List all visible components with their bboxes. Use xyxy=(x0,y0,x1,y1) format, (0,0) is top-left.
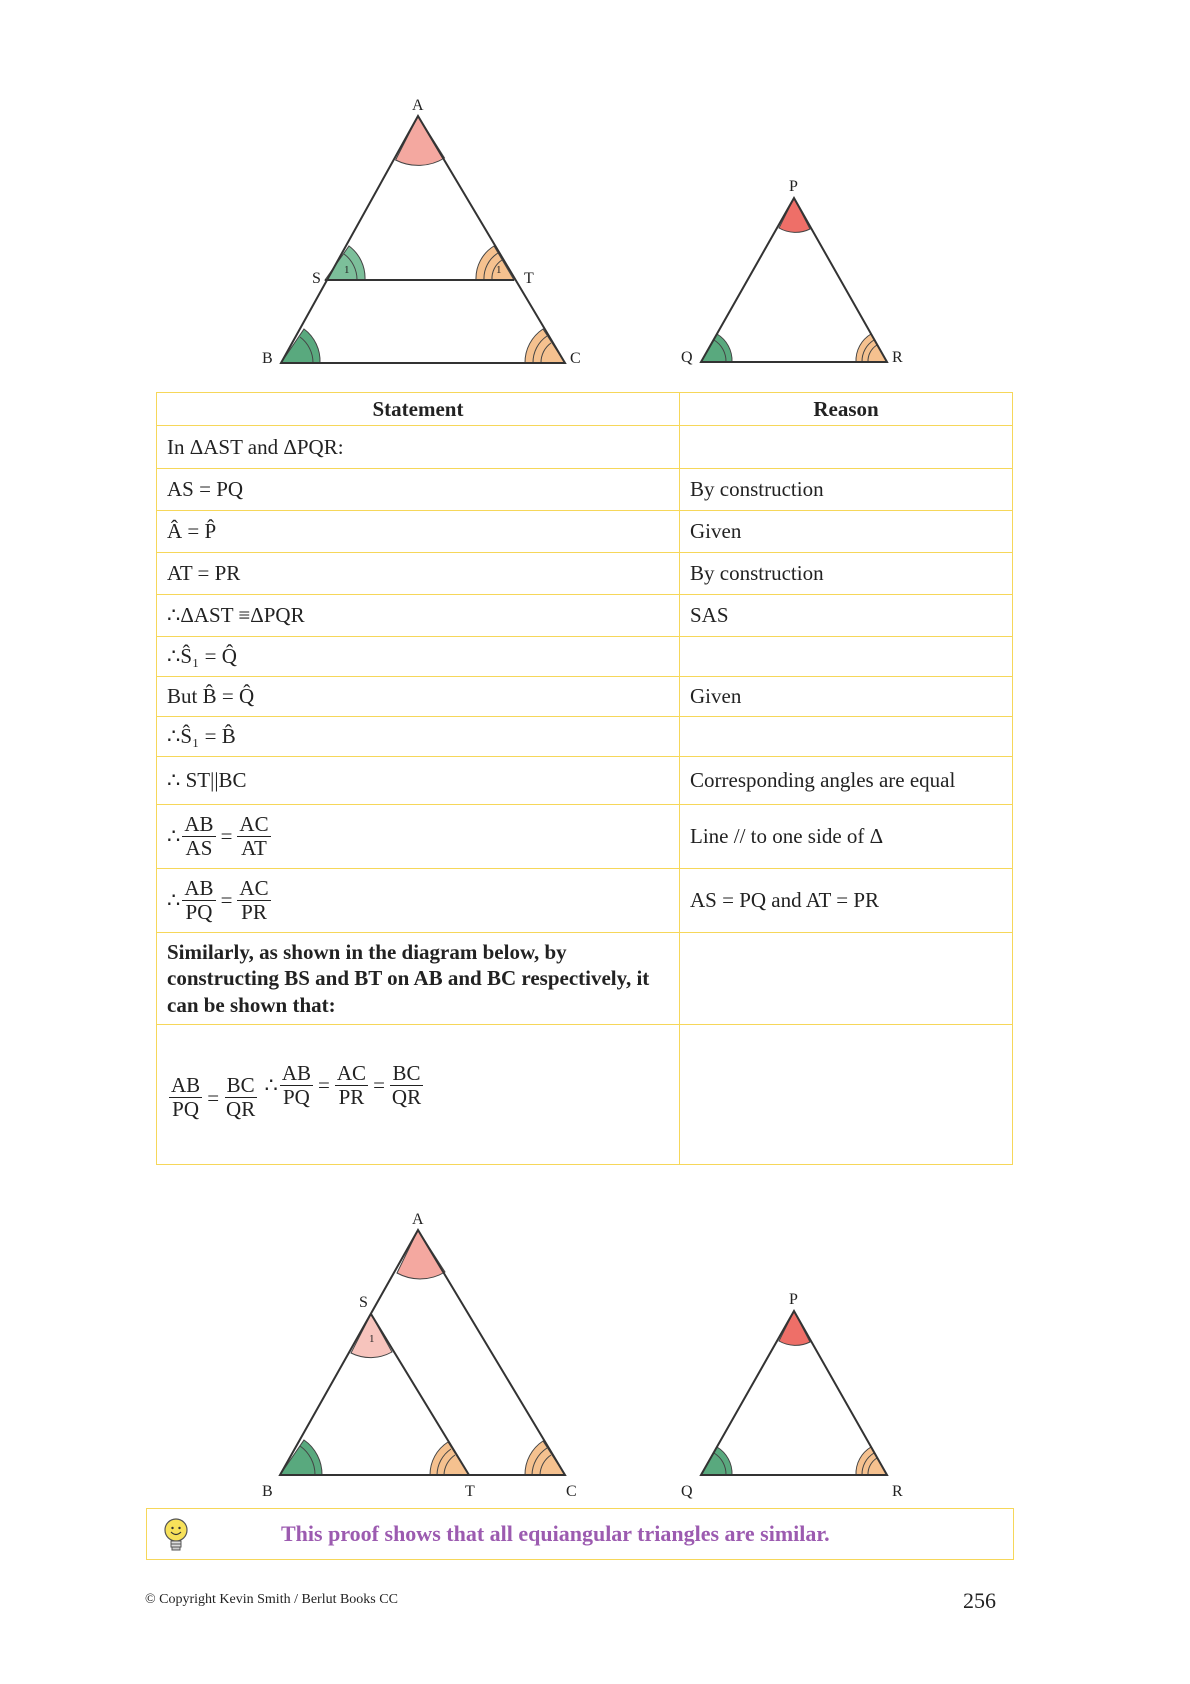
statement-cell: AS = PQ xyxy=(157,469,680,511)
denominator: PQ xyxy=(283,1084,310,1109)
reason-cell: Corresponding angles are equal xyxy=(680,757,1013,805)
fraction xyxy=(390,1062,423,1109)
table-row xyxy=(157,637,1013,677)
reason-cell xyxy=(680,426,1013,469)
numerator: BC xyxy=(226,1073,255,1098)
numerator: AC xyxy=(336,1060,367,1085)
triangle-abc-bottom xyxy=(262,1211,577,1500)
reason-cell: Line // to one side of Δ xyxy=(680,805,1013,869)
therefore-symbol: ∴ xyxy=(167,724,181,749)
figure-bottom xyxy=(0,1200,1190,1500)
vertex-r-label: R xyxy=(892,349,903,366)
tip-box xyxy=(146,1508,1014,1560)
statement-cell: But B̂ = Q̂ xyxy=(157,677,680,717)
lightbulb-icon xyxy=(161,1517,191,1555)
page-number: 256 xyxy=(963,1588,996,1613)
vertex-c-label: C xyxy=(570,350,581,367)
reason-cell: AS = PQ and AT = PR xyxy=(680,869,1013,933)
reason-cell: Given xyxy=(680,677,1013,717)
fraction xyxy=(182,877,215,924)
table-row xyxy=(157,595,1013,637)
table-row xyxy=(157,677,1013,717)
reason-cell: Given xyxy=(680,511,1013,553)
point-s-label: S xyxy=(312,270,321,287)
vertex-p-label: P xyxy=(789,178,798,195)
fraction xyxy=(224,1074,257,1121)
statement-text: Ŝ₁ = Q̂ xyxy=(180,644,237,669)
therefore-symbol: ∴ xyxy=(167,644,181,669)
reason-cell: By construction xyxy=(680,553,1013,595)
fraction xyxy=(182,813,215,860)
numerator: AB xyxy=(171,1073,201,1098)
tip-text: This proof shows that all equiangular triangles are similar. xyxy=(281,1521,830,1546)
statement-cell: ∴ $\frac{AB}{PQ}$ = $\frac{AC}{PR}$ xyxy=(157,869,680,933)
statement-cell: $\frac{AB}{PQ}$ = $\frac{BC}{QR}$ ∴ $\frac{AB}{PQ}$ = $\frac{AC}{PR}$ = $\frac{BC}{QR}$ xyxy=(157,1025,680,1165)
statement-cell xyxy=(157,637,680,677)
table-row xyxy=(157,426,1013,469)
vertex-q-label: Q xyxy=(681,349,693,366)
vertex-b-label: B xyxy=(262,1483,273,1500)
statement-cell: Similarly, as shown in the diagram below, by constructing BS and BT on AB and BC respectively, it can be shown that: xyxy=(157,933,680,1025)
reason-header: Reason xyxy=(680,393,1013,426)
denominator: QR xyxy=(226,1097,256,1122)
reason-cell xyxy=(680,637,1013,677)
numerator: AB xyxy=(184,811,214,836)
statement-cell: AT = PR xyxy=(157,553,680,595)
denominator: AS xyxy=(185,836,213,860)
point-t-label: T xyxy=(524,270,534,287)
table-row xyxy=(157,933,1013,1025)
fraction xyxy=(237,813,270,860)
statement-cell: ∴ $\frac{AB}{AS}$ = $\frac{AC}{AT}$ xyxy=(157,805,680,869)
fraction xyxy=(335,1062,368,1109)
proof-table xyxy=(156,392,1013,1165)
fraction xyxy=(280,1062,313,1109)
statement-cell: ∴ΔAST ≡ΔPQR xyxy=(157,595,680,637)
fraction xyxy=(237,877,270,924)
numerator: AC xyxy=(239,875,269,900)
table-row xyxy=(157,757,1013,805)
numerator: BC xyxy=(392,1060,421,1085)
angle-t1-label: 1 xyxy=(496,264,502,276)
vertex-p-label: P xyxy=(789,1291,798,1308)
statement-text: Ŝ₁ = B̂ xyxy=(180,724,236,749)
reason-cell xyxy=(680,933,1013,1025)
angle-s1-label: 1 xyxy=(344,264,350,276)
reason-cell: By construction xyxy=(680,469,1013,511)
triangle-abc-top xyxy=(262,97,581,367)
denominator: PR xyxy=(241,900,267,924)
therefore-symbol: ∴ xyxy=(264,1073,278,1098)
fraction xyxy=(169,1074,202,1121)
table-row xyxy=(157,805,1013,869)
denominator: PQ xyxy=(185,900,213,924)
point-s-label: S xyxy=(359,1294,368,1311)
angle-s1-label: 1 xyxy=(369,1333,375,1345)
table-row xyxy=(157,1025,1013,1165)
table-row xyxy=(157,869,1013,933)
denominator: AT xyxy=(241,836,267,860)
table-row xyxy=(157,469,1013,511)
numerator: AB xyxy=(281,1060,312,1085)
statement-cell: In ΔAST and ΔPQR: xyxy=(157,426,680,469)
statement-header: Statement xyxy=(157,393,680,426)
denominator: QR xyxy=(391,1084,422,1109)
therefore-symbol: ∴ xyxy=(167,888,181,913)
statement-cell: ∴ ST||BC xyxy=(157,757,680,805)
table-row xyxy=(157,511,1013,553)
vertex-q-label: Q xyxy=(681,1483,693,1500)
figure-top xyxy=(0,0,1190,380)
therefore-symbol: ∴ xyxy=(167,824,181,849)
vertex-b-label: B xyxy=(262,350,273,367)
table-row xyxy=(157,717,1013,757)
triangle-pqr-top xyxy=(681,178,903,366)
point-t-label: T xyxy=(465,1483,475,1500)
table-header-row xyxy=(157,393,1013,426)
table-row xyxy=(157,553,1013,595)
statement-cell: Â = P̂ xyxy=(157,511,680,553)
vertex-c-label: C xyxy=(566,1483,577,1500)
vertex-a-label: A xyxy=(412,97,424,114)
denominator: PR xyxy=(338,1084,365,1109)
copyright-notice: © Copyright Kevin Smith / Berlut Books CC xyxy=(145,1592,398,1607)
reason-cell xyxy=(680,1025,1013,1165)
reason-cell xyxy=(680,717,1013,757)
triangle-pqr-bottom xyxy=(681,1291,903,1500)
vertex-r-label: R xyxy=(892,1483,903,1500)
denominator: PQ xyxy=(172,1097,200,1122)
statement-cell xyxy=(157,717,680,757)
numerator: AC xyxy=(239,811,269,836)
reason-cell: SAS xyxy=(680,595,1013,637)
numerator: AB xyxy=(184,875,214,900)
vertex-a-label: A xyxy=(412,1211,424,1228)
